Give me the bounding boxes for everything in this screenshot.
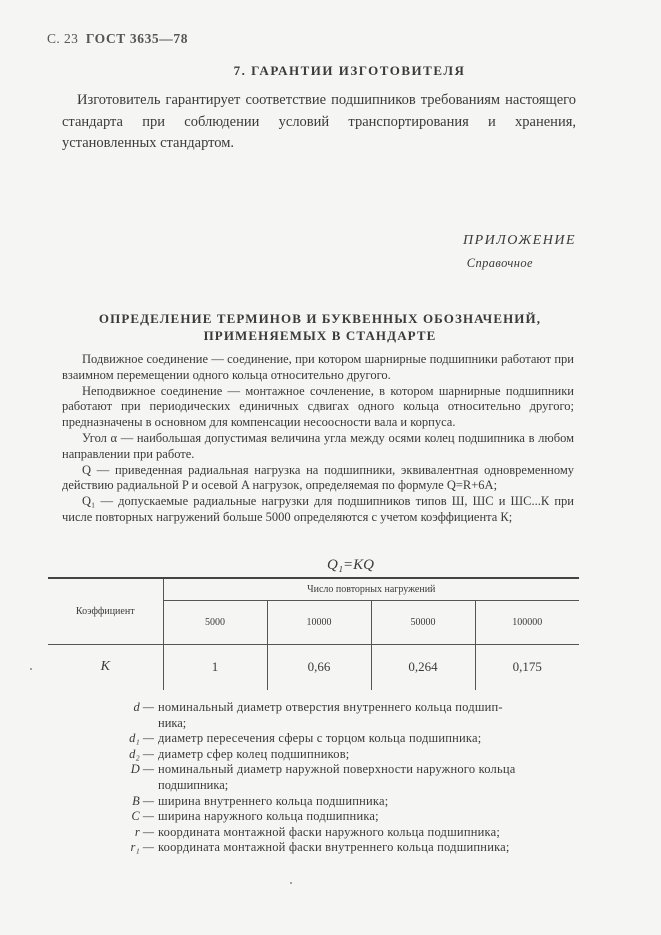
legend-item: d₂ — диаметр сфер колец подшипников;	[129, 746, 350, 761]
legend-item: C — ширина наружного кольца подшипника;	[131, 809, 379, 824]
table-cell: 0,66	[267, 644, 371, 690]
legend-item-continuation: ника;	[158, 715, 187, 730]
legend-item: d₁ — диаметр пересечения сферы с торцом кольца подшипника;	[129, 731, 482, 746]
definition-fixed-joint: Неподвижное соединение — монтажное сочленение, в котором шарнирные подшипники работают при периодических единичных сдвигах одного кольца относительно другого; предназначены в основном для компенсации несоосности вала и корпуса.	[62, 383, 574, 430]
definition-q: Q — приведенная радиальная нагрузка на подшипники, эквивалентная одновременному действию радиальной P и осевой A нагрузок, определяемая по формуле Q=R+6A;	[62, 462, 574, 493]
page-number: С. 23	[47, 31, 79, 46]
table-col-10000: 10000	[267, 600, 371, 644]
definitions-title-line2: ПРИМЕНЯЕМЫХ В СТАНДАРТЕ	[203, 328, 437, 343]
symbols-legend	[118, 700, 578, 856]
warranty-paragraph: Изготовитель гарантирует соответствие подшипников требованиям настоящего стандарта при соблюдении условий транспортирования и хранения, установленных стандартом.	[62, 92, 576, 151]
table-col-100000: 100000	[475, 600, 579, 644]
scan-speck	[30, 668, 32, 670]
appendix-label: ПРИЛОЖЕНИЕ	[463, 233, 576, 248]
legend-item: r — координата монтажной фаски наружного кольца подшипника;	[134, 824, 500, 839]
legend-item: D — номинальный диаметр наружной поверхности наружного кольца	[130, 762, 516, 777]
legend-item: d — номинальный диаметр отверстия внутреннего кольца подшип-	[133, 700, 503, 714]
definition-angle: Угол α — наибольшая допустимая величина угла между осями колец подшипника в любом направлении при работе.	[62, 430, 574, 461]
definition-movable-joint: Подвижное соединение — соединение, при котором шарнирные подшипники работают при взаимном перемещении одного кольца относительно другого.	[62, 352, 574, 382]
standard-number: ГОСТ 3635—78	[85, 31, 189, 46]
page-header	[47, 31, 188, 47]
table-header-coefficient: Коэффициент	[48, 578, 163, 644]
table-cell: 1	[163, 644, 267, 690]
table-col-50000: 50000	[371, 600, 475, 644]
legend-item-continuation: подшипника;	[158, 777, 229, 792]
definitions-title	[60, 310, 580, 344]
table-cell: 0,175	[475, 644, 579, 690]
section-title: 7. ГАРАНТИИ ИЗГОТОВИТЕЛЯ	[233, 63, 466, 78]
definitions-body	[62, 352, 574, 526]
definitions-title-line1: ОПРЕДЕЛЕНИЕ ТЕРМИНОВ И БУКВЕННЫХ ОБОЗНАЧЕНИЙ,	[98, 311, 542, 326]
table-col-5000: 5000	[163, 600, 267, 644]
scan-speck	[290, 882, 292, 884]
table-cell: 0,264	[371, 644, 475, 690]
legend-item: B — ширина внутреннего кольца подшипника;	[132, 793, 389, 808]
table-header-cycles: Число повторных нагружений	[163, 578, 579, 600]
coefficient-table	[48, 577, 579, 690]
formula: Q₁=KQ	[326, 557, 374, 573]
table-row-label: K	[100, 659, 110, 675]
appendix-type: Справочное	[466, 256, 533, 270]
definition-q1: Q₁ — допускаемые радиальные нагрузки для подшипников типов Ш, ШС и ШС...К при числе повторных нагружений больше 5000 определяются с учетом коэффициента К;	[62, 494, 574, 524]
legend-item: r₁ — координата монтажной фаски внутреннего кольца подшипника;	[130, 840, 510, 855]
